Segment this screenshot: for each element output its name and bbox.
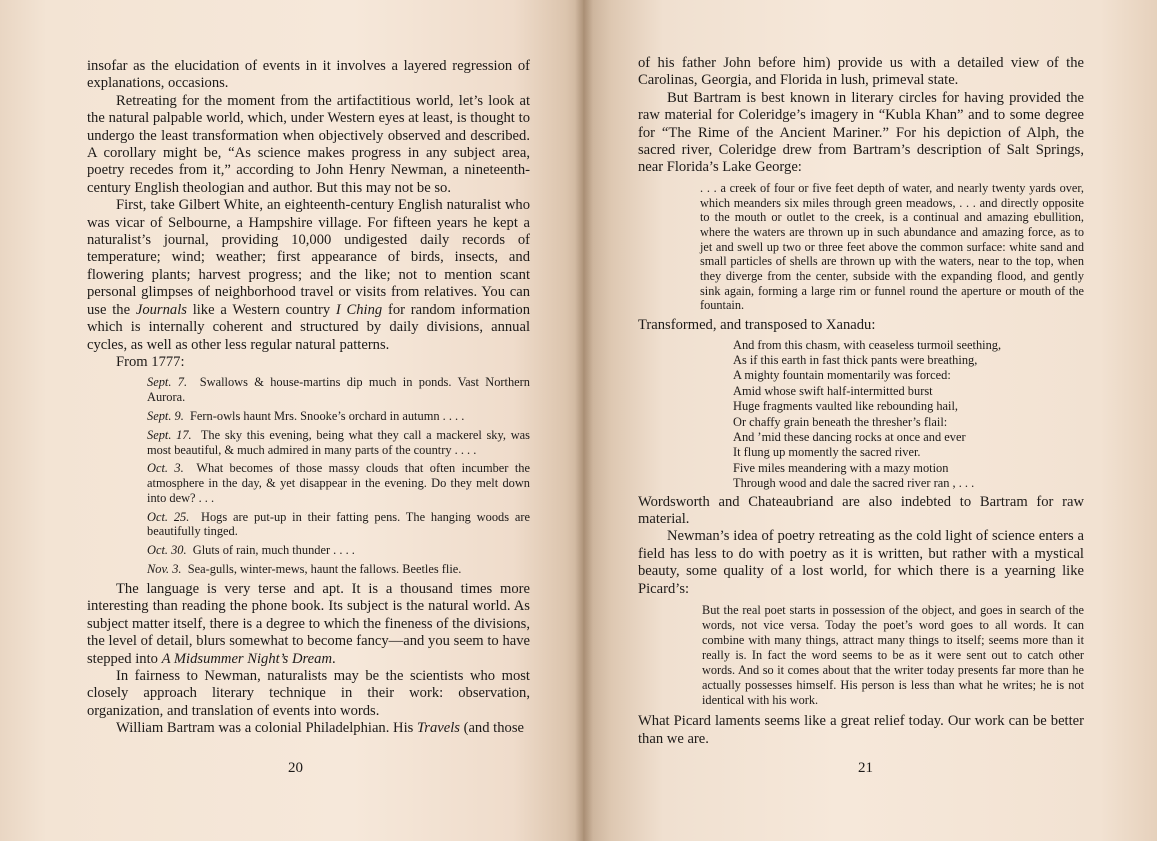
verse-line: It flung up momently the sacred river. <box>733 445 921 460</box>
block-quote: But the real poet starts in possession of the object, and goes in search of the words, not vice versa. Today the poet’s word goes to all words. It can combine with many things, attract many things to itself; seems more than it really is. In fact the word seems to be as it were sent out to catch other words. And so it comes about that the writer today presents far more than he actually possesses himself. His person is less than what he writes; he is not identical with his work. <box>702 603 1084 707</box>
paragraph <box>87 720 530 737</box>
page-number: 20 <box>288 760 303 776</box>
right-page <box>583 0 1157 841</box>
paragraph-text: for random information which is internally coherent and structured by daily divisions, annual cycles, as well as other less regular natural patterns. <box>87 301 531 353</box>
italic-title: Travels <box>416 720 460 737</box>
paragraph <box>87 197 530 354</box>
entry-date: Sept. 9. <box>147 408 184 423</box>
journal-entry <box>147 543 530 558</box>
left-page-text <box>87 58 530 738</box>
italic-title: I Ching <box>335 301 383 318</box>
paragraph <box>87 581 530 668</box>
right-page-text <box>638 55 1084 748</box>
journal-excerpt <box>147 375 530 577</box>
paragraph-text: William Bartram was a colonial Philadelphian. His <box>116 720 417 737</box>
book-gutter <box>575 0 593 841</box>
italic-title: Journals <box>135 301 187 318</box>
paragraph: From 1777: <box>116 353 185 370</box>
block-quote: . . . a creek of four or five feet depth of water, and nearly twenty yards over, which meanders six miles through green meadows, . . . and directly opposite to the mouth or outlet to the creek, is a continual and amazing ebullition, where the waters are thrown up in such abundance and amazing force, as to jet and swell up two or three feet above the common surface: white sand and small particles of shells are thrown up with the waters, near to the top, when they diverge from the center, subside with the expanding flood, and gently sink again, forming a large rim or funnel round the aperture or mouth of the fountain. <box>700 180 1084 313</box>
paragraph: What Picard laments seems like a great relief today. Our work can be better than we are. <box>638 713 1084 747</box>
journal-entry <box>147 562 530 577</box>
verse-line: Huge fragments vaulted like rebounding hail, <box>733 399 959 414</box>
paragraph-text: First, take Gilbert White, an eighteenth-century English naturalist who was vicar of Selbourne, a Hampshire village. For fifteen years he kept a naturalist’s journal, providing 10,000 undigested daily records of temperature; wind; weather; first appearance of birds, insects, and flowering plants; harvest progress; and the like; not to mention scant personal glimpses of neighborhood travel or visits from relatives. You can use the <box>87 197 530 318</box>
journal-entry <box>147 428 530 458</box>
entry-text: Hogs are put-up in their fatting pens. The hanging woods are beautifully tinged. <box>147 509 530 539</box>
entry-date: Oct. 25. <box>147 509 190 524</box>
verse-line: Five miles meandering with a mazy motion <box>733 460 949 475</box>
paragraph: Wordsworth and Chateaubriand are also indebted to Bartram for raw material. <box>638 493 1084 528</box>
verse-line: As if this earth in fast thick pants were breathing, <box>733 352 978 367</box>
entry-text: Sea-gulls, winter-mews, haunt the fallows. Beetles flie. <box>187 562 462 577</box>
paragraph-text: The language is very terse and apt. It is a thousand times more interesting than reading the phone book. Its subject is the natural world. As subject matter itself, there is a degree to which the fineness of the divisions, the level of detail, blurs somewhat to become fancy—and you seem to have stepped into <box>87 580 530 667</box>
page-number: 21 <box>858 760 873 776</box>
entry-date: Oct. 30. <box>147 543 187 558</box>
paragraph: But Bartram is best known in literary circles for having provided the raw material for Coleridge’s imagery in “Kubla Khan” and to some degree for “The Rime of the Ancient Mariner.” For his depiction of Alph, the sacred river, Coleridge drew from Bartram’s description of Salt Springs, near Florida’s Lake George: <box>638 89 1084 176</box>
entry-date: Nov. 3. <box>147 562 182 577</box>
paragraph: insofar as the elucidation of events in it involves a layered regression of explanations, occasions. <box>87 58 530 92</box>
journal-entry <box>147 375 530 405</box>
entry-date: Oct. 3. <box>147 461 184 476</box>
italic-title: A Midsummer Night’s Dream <box>161 650 332 667</box>
paragraph-text: like a Western country <box>186 301 336 318</box>
paragraph-text: . <box>332 650 336 667</box>
entry-text: Swallows & house-martins dip much in ponds. Vast Northern Aurora. <box>147 375 530 405</box>
journal-entry <box>147 510 530 540</box>
verse-line: And ’mid these dancing rocks at once and ever <box>733 430 966 445</box>
paragraph: Transformed, and transposed to Xanadu: <box>638 317 876 334</box>
journal-entry <box>147 461 530 505</box>
entry-text: What becomes of those massy clouds that often incumber the atmosphere in the day, & yet disappear in the evening. Do they melt down into dew? . . . <box>147 461 530 505</box>
entry-date: Sept. 7. <box>147 375 188 390</box>
paragraph: Newman’s idea of poetry retreating as the cold light of science enters a field has less to do with poetry as it is written, but rather with a mystical beauty, some quality of a lost world, for which there is a yearning like Picard’s: <box>638 528 1084 597</box>
entry-text: The sky this evening, being what they call a mackerel sky, was most beautiful, & much admired in many parts of the country . . . . <box>147 427 530 457</box>
paragraph: In fairness to Newman, naturalists may be the scientists who most closely approach literary technique in their work: observation, organization, and translation of events into words. <box>87 667 530 719</box>
entry-text: Fern-owls haunt Mrs. Snooke’s orchard in autumn . . . . <box>190 408 465 423</box>
verse-line: Or chaffy grain beneath the thresher’s flail: <box>733 414 948 429</box>
journal-entry <box>147 409 530 424</box>
poem-excerpt <box>733 338 1084 492</box>
entry-date: Sept. 17. <box>147 427 192 442</box>
paragraph: of his father John before him) provide us with a detailed view of the Carolinas, Georgia, and Florida in lush, primeval state. <box>638 55 1084 89</box>
entry-text: Gluts of rain, much thunder . . . . <box>192 543 355 558</box>
paragraph: Retreating for the moment from the artifactitious world, let’s look at the natural palpable world, which, under Western eyes at least, is thought to undergo the least transformation when objectively observed and described. A corollary might be, “As science makes progress in any subject area, poetry recedes from it,” according to John Henry Newman, a nineteenth-century English theologian and author. But this may not be so. <box>87 92 530 196</box>
verse-line: A mighty fountain momentarily was forced: <box>733 368 951 383</box>
verse-line: Through wood and dale the sacred river ran , . . . <box>733 476 975 491</box>
paragraph-text: (and those <box>459 720 524 737</box>
verse-line: And from this chasm, with ceaseless turmoil seething, <box>733 337 1002 352</box>
verse-line: Amid whose swift half-intermitted burst <box>733 383 933 398</box>
